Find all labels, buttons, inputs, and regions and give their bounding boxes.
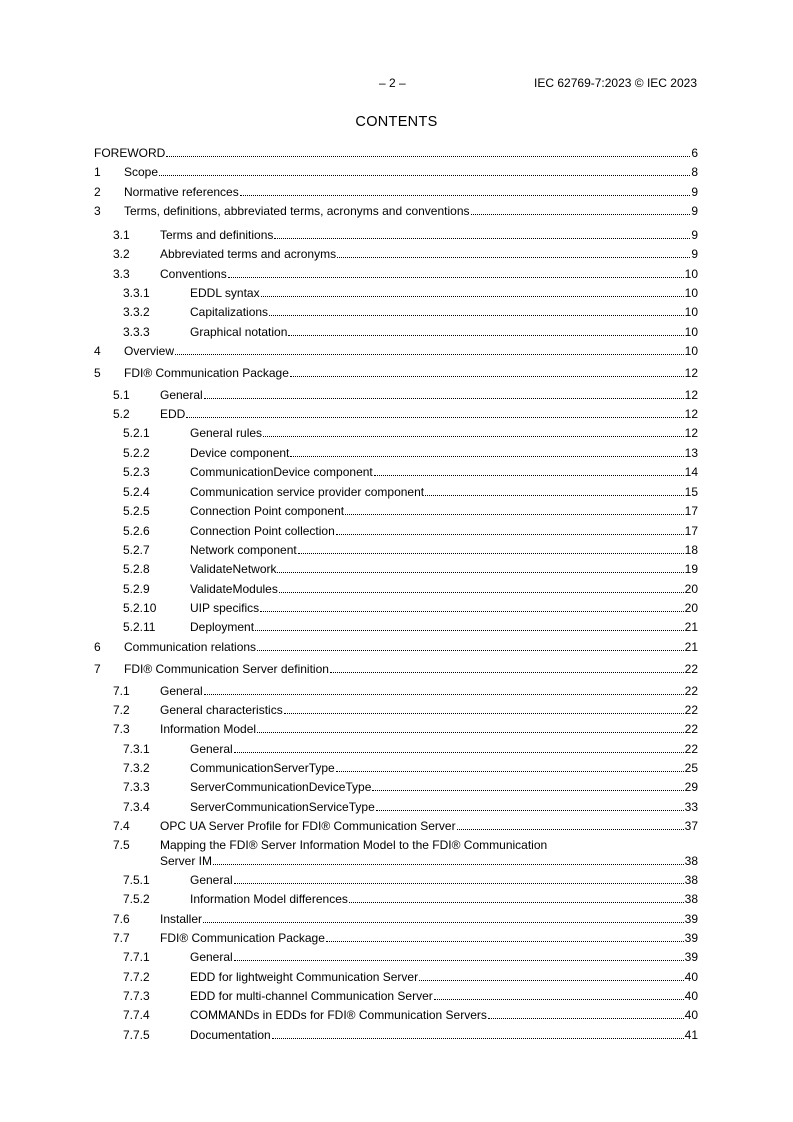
toc-entry-page: 40 [684, 989, 698, 1003]
toc-entry-number: 7.4 [113, 819, 130, 833]
toc-entry-number: 1 [94, 165, 101, 179]
toc-entry-title: General [190, 742, 233, 756]
toc-entry-title: Connection Point collection [190, 524, 335, 538]
toc-entry-line [124, 639, 698, 655]
toc-entry-page: 33 [684, 800, 698, 814]
toc-entry-title: FDI® Communication Server definition [124, 662, 329, 676]
toc-entry-number: 7.7.1 [123, 950, 150, 964]
toc-entry-title: Mapping the FDI® Server Information Model to the FDI® Communication [160, 838, 548, 852]
toc-leader-dots [374, 475, 684, 476]
toc-entry-number: 7.5.2 [123, 892, 150, 906]
toc-entry-title: General rules [190, 426, 263, 440]
toc-entry-line [160, 818, 698, 834]
toc-entry[interactable] [94, 246, 698, 262]
toc-leader-dots [228, 277, 684, 278]
toc-leader-dots [261, 296, 684, 297]
toc-entry-number: 6 [94, 640, 101, 654]
toc-entry-line [190, 600, 698, 616]
toc-entry-page: 9 [691, 204, 698, 218]
toc-entry[interactable] [94, 184, 698, 200]
toc-entry-page: 10 [684, 325, 698, 339]
toc-leader-dots [337, 257, 690, 258]
toc-entry[interactable] [94, 818, 698, 834]
toc-entry-line [190, 969, 698, 985]
toc-entry-line [124, 184, 698, 200]
toc-entry-page: 10 [684, 267, 698, 281]
toc-entry-page: 10 [684, 305, 698, 319]
toc-leader-dots [434, 999, 684, 1000]
toc-entry-page: 9 [691, 185, 698, 199]
toc-entry[interactable] [94, 343, 698, 359]
toc-entry-title: OPC UA Server Profile for FDI® Communication Server [160, 819, 456, 833]
toc-entry[interactable] [94, 227, 698, 243]
toc-entry-number: 5.2.6 [123, 524, 150, 538]
toc-entry-line [94, 145, 698, 161]
toc-entry[interactable] [94, 600, 698, 616]
toc-entry-line [190, 542, 698, 558]
toc-entry-page: 10 [684, 344, 698, 358]
toc-entry-line [160, 721, 698, 737]
toc-entry[interactable] [94, 949, 698, 965]
toc-entry-title: Terms, definitions, abbreviated terms, acronyms and conventions [124, 204, 470, 218]
toc-entry[interactable] [94, 285, 698, 301]
page-header [0, 76, 793, 92]
toc-entry-title: Installer [160, 912, 203, 926]
toc-entry[interactable] [94, 661, 698, 677]
toc-entry-number: 7.6 [113, 912, 130, 926]
toc-entry-number: 3.3.3 [123, 325, 150, 339]
toc-leader-dots [471, 214, 691, 215]
toc-entry-page: 12 [684, 426, 698, 440]
toc-entry[interactable] [94, 425, 698, 441]
toc-entry-number: 7.5 [113, 838, 130, 852]
toc-entry[interactable] [94, 683, 698, 699]
toc-entry-title: Terms and definitions [160, 228, 274, 242]
toc-entry-title: FDI® Communication Package [160, 931, 325, 945]
toc-entry-line [160, 387, 698, 403]
toc-entry-number: 5.2.3 [123, 465, 150, 479]
toc-entry-number: 5.2.11 [123, 620, 156, 634]
toc-entry-line [124, 164, 698, 180]
toc-entry-line [190, 1007, 698, 1023]
toc-entry[interactable] [94, 837, 698, 869]
toc-entry-title: EDD [160, 407, 186, 421]
toc-leader-dots [457, 829, 684, 830]
toc-entry-title: COMMANDs in EDDs for FDI® Communication Servers [190, 1008, 487, 1022]
toc-entry-number: 7.5.1 [123, 873, 150, 887]
toc-entry-line [124, 661, 698, 677]
toc-leader-dots [274, 238, 690, 239]
toc-entry[interactable] [94, 445, 698, 461]
toc-entry-number: 2 [94, 185, 101, 199]
toc-entry-number: 7.3.3 [123, 780, 150, 794]
page-number: – 2 – [379, 76, 406, 90]
toc-entry[interactable] [94, 561, 698, 577]
toc-entry-page: 37 [684, 819, 698, 833]
toc-entry-title: General [190, 873, 233, 887]
toc-entry-page: 19 [684, 562, 698, 576]
toc-entry[interactable] [94, 266, 698, 282]
toc-entry-line [190, 872, 698, 888]
toc-entry[interactable] [94, 503, 698, 519]
toc-entry[interactable] [94, 581, 698, 597]
toc-entry-page: 29 [684, 780, 698, 794]
toc-entry-title: Network component [190, 543, 297, 557]
toc-entry-page: 17 [684, 504, 698, 518]
toc-leader-dots [272, 1038, 684, 1039]
toc-entry-line [190, 891, 698, 907]
toc-leader-dots [345, 514, 684, 515]
toc-entry-page: 38 [684, 854, 698, 868]
toc-entry[interactable] [94, 1027, 698, 1043]
toc-entry-number: 5.2.1 [123, 426, 150, 440]
toc-entry-number: 5.2 [113, 407, 130, 421]
toc-leader-dots [255, 630, 684, 631]
toc-leader-dots [298, 553, 684, 554]
toc-entry-title: FDI® Communication Package [124, 366, 289, 380]
toc-entry-number: 7.7.5 [123, 1028, 150, 1042]
toc-entry-line [190, 523, 698, 539]
toc-entry-page: 22 [684, 722, 698, 736]
toc-entry-page: 10 [684, 286, 698, 300]
toc-entry-number: 7.1 [113, 684, 130, 698]
toc-entry[interactable] [94, 988, 698, 1004]
toc-entry-line [160, 266, 698, 282]
toc-entry-line [190, 1027, 698, 1043]
toc-entry-title: FOREWORD [94, 146, 166, 160]
toc-entry-line [190, 561, 698, 577]
toc-leader-dots [349, 902, 684, 903]
toc-entry-line [190, 425, 698, 441]
toc-entry-page: 9 [691, 247, 698, 261]
toc-entry-page: 12 [684, 388, 698, 402]
toc-entry-number: 5 [94, 366, 101, 380]
toc-leader-dots [279, 592, 684, 593]
toc-entry-line [190, 619, 698, 635]
toc-entry-number: 7.2 [113, 703, 130, 717]
toc-entry-page: 8 [691, 165, 698, 179]
toc-leader-dots [186, 417, 683, 418]
toc-leader-dots [336, 771, 684, 772]
toc-entry-title: General [160, 388, 203, 402]
toc-entry[interactable] [94, 304, 698, 320]
toc-entry-number: 7.7.4 [123, 1008, 150, 1022]
toc-entry-title: Communication relations [124, 640, 257, 654]
toc-leader-dots [372, 790, 683, 791]
toc-entry-number: 3.1 [113, 228, 130, 242]
toc-entry-line [190, 760, 698, 776]
toc-entry-title: ValidateModules [190, 582, 278, 596]
toc-leader-dots [204, 398, 684, 399]
toc-entry-number: 7.3.1 [123, 742, 150, 756]
toc-leader-dots [336, 534, 684, 535]
toc-entry-line [160, 227, 698, 243]
toc-entry-number: 5.2.4 [123, 485, 150, 499]
toc-entry-page: 25 [684, 761, 698, 775]
toc-entry[interactable] [94, 542, 698, 558]
toc-entry-title: Abbreviated terms and acronyms [160, 247, 337, 261]
toc-entry-title: EDD for multi-channel Communication Server [190, 989, 433, 1003]
toc-leader-dots [234, 960, 684, 961]
toc-leader-dots [419, 980, 684, 981]
toc-entry-title: Connection Point component [190, 504, 345, 518]
toc-entry-number: 5.1 [113, 388, 130, 402]
toc-entry[interactable] [94, 741, 698, 757]
toc-entry-page: 14 [684, 465, 698, 479]
toc-leader-dots [166, 156, 690, 157]
toc-entry-title: EDDL syntax [190, 286, 260, 300]
toc-entry-title: Scope [124, 165, 159, 179]
toc-entry-title: ValidateNetwork [190, 562, 277, 576]
toc-entry-page: 22 [684, 662, 698, 676]
toc-entry[interactable] [94, 799, 698, 815]
toc-entry[interactable] [94, 406, 698, 422]
toc-entry-line [160, 702, 698, 718]
toc-entry-page: 21 [684, 620, 698, 634]
toc-entry[interactable] [94, 969, 698, 985]
toc-entry-title: UIP specifics [190, 601, 260, 615]
toc-entry-title: General characteristics [160, 703, 283, 717]
toc-entry-title: Documentation [190, 1028, 271, 1042]
toc-entry-number: 5.2.5 [123, 504, 150, 518]
toc-entry-number: 7.7.2 [123, 970, 150, 984]
toc-entry-line [190, 484, 698, 500]
toc-entry-page: 38 [684, 892, 698, 906]
toc-entry-title: Deployment [190, 620, 255, 634]
toc-leader-dots [175, 354, 684, 355]
toc-entry-page: 41 [684, 1028, 698, 1042]
toc-entry-line [190, 285, 698, 301]
toc-entry-number: 3 [94, 204, 101, 218]
toc-entry[interactable] [94, 365, 698, 381]
toc-leader-dots [213, 864, 684, 865]
toc-entry-title: Information Model [160, 722, 257, 736]
toc-entry-page: 22 [684, 703, 698, 717]
toc-entry-page: 12 [684, 407, 698, 421]
toc-leader-dots [204, 694, 684, 695]
toc-entry-title: ServerCommunicationDeviceType [190, 780, 372, 794]
toc-entry-title: Communication service provider component [190, 485, 425, 499]
toc-entry-number: 7.3.2 [123, 761, 150, 775]
toc-entry-title: Device component [190, 446, 290, 460]
toc-entry[interactable] [94, 779, 698, 795]
toc-entry-number: 5.2.2 [123, 446, 150, 460]
toc-entry[interactable] [94, 145, 698, 161]
contents-title: CONTENTS [355, 114, 438, 130]
toc-entry[interactable] [94, 464, 698, 480]
toc-leader-dots [330, 672, 684, 673]
toc-leader-dots [234, 883, 684, 884]
toc-entry-title: General [190, 950, 233, 964]
toc-leader-dots [488, 1018, 684, 1019]
toc-entry-line [160, 837, 698, 869]
toc-entry-line [190, 799, 698, 815]
toc-leader-dots [240, 195, 691, 196]
toc-entry-line [190, 988, 698, 1004]
toc-entry-page: 39 [684, 931, 698, 945]
toc-entry-number: 3.3.2 [123, 305, 150, 319]
toc-entry-line [190, 949, 698, 965]
toc-entry-line [124, 365, 698, 381]
toc-entry-number: 3.3.1 [123, 286, 150, 300]
toc-entry-number: 5.2.10 [123, 601, 157, 615]
toc-entry-number: 5.2.9 [123, 582, 150, 596]
toc-entry[interactable] [94, 523, 698, 539]
toc-leader-dots [269, 315, 684, 316]
toc-entry-line [124, 343, 698, 359]
toc-entry-page: 12 [684, 366, 698, 380]
toc-leader-dots [263, 436, 684, 437]
toc-leader-dots [203, 922, 684, 923]
toc-entry-number: 4 [94, 344, 101, 358]
toc-entry-page: 15 [684, 485, 698, 499]
toc-entry[interactable] [94, 891, 698, 907]
toc-entry-page: 20 [684, 582, 698, 596]
toc-entry-number: 7.7.3 [123, 989, 150, 1003]
toc-entry-number: 7.3.4 [123, 800, 150, 814]
toc-entry-line [190, 445, 698, 461]
toc-leader-dots [234, 752, 684, 753]
toc-entry-line [160, 246, 698, 262]
toc-entry-title: EDD for lightweight Communication Server [190, 970, 419, 984]
toc-entry[interactable] [94, 702, 698, 718]
toc-leader-dots [425, 495, 684, 496]
toc-entry[interactable] [94, 872, 698, 888]
toc-entry[interactable] [94, 164, 698, 180]
toc-entry-line [190, 581, 698, 597]
toc-entry-line [160, 930, 698, 946]
toc-entry-title: General [160, 684, 203, 698]
toc-entry-line [190, 464, 698, 480]
toc-leader-dots [277, 572, 683, 573]
toc-entry-title: CommunicationServerType [190, 761, 335, 775]
toc-entry-page: 13 [684, 446, 698, 460]
toc-entry-page: 38 [684, 873, 698, 887]
toc-entry-line [160, 406, 698, 422]
toc-entry-number: 7 [94, 662, 101, 676]
toc-entry[interactable] [94, 1007, 698, 1023]
toc-entry[interactable] [94, 484, 698, 500]
toc-entry-line [190, 304, 698, 320]
toc-entry-page: 22 [684, 684, 698, 698]
toc-entry-page: 9 [691, 228, 698, 242]
toc-entry-title: Graphical notation [190, 325, 288, 339]
toc-entry-title: ServerCommunicationServiceType [190, 800, 375, 814]
toc-entry-number: 5.2.8 [123, 562, 150, 576]
toc-entry-line [190, 503, 698, 519]
toc-leader-dots [288, 335, 683, 336]
document-reference: IEC 62769-7:2023 © IEC 2023 [534, 76, 697, 90]
toc-entry-page: 18 [684, 543, 698, 557]
toc-entry-title: Normative references [124, 185, 239, 199]
toc-leader-dots [159, 175, 690, 176]
toc-entry-line [190, 741, 698, 757]
toc-entry-number: 3.2 [113, 247, 130, 261]
toc-entry-title: Capitalizations [190, 305, 269, 319]
toc-leader-dots [290, 376, 684, 377]
toc-entry[interactable] [94, 203, 698, 219]
toc-entry[interactable] [94, 387, 698, 403]
toc-entry-number: 5.2.7 [123, 543, 150, 557]
toc-entry[interactable] [94, 721, 698, 737]
toc-entry-page: 17 [684, 524, 698, 538]
toc-entry[interactable] [94, 760, 698, 776]
toc-entry[interactable] [94, 324, 698, 340]
toc-entry-title: Overview [124, 344, 175, 358]
toc-entry-title-continued: Server IM [160, 854, 213, 868]
toc-entry-line [190, 779, 698, 795]
toc-leader-dots [284, 713, 684, 714]
toc-entry[interactable] [94, 911, 698, 927]
toc-leader-dots [257, 650, 684, 651]
toc-entry-line [124, 203, 698, 219]
toc-entry-line [190, 324, 698, 340]
toc-entry-number: 7.7 [113, 931, 130, 945]
toc-entry-page: 21 [684, 640, 698, 654]
toc-entry[interactable] [94, 619, 698, 635]
toc-leader-dots [257, 732, 684, 733]
toc-entry-page: 20 [684, 601, 698, 615]
toc-entry-line [160, 911, 698, 927]
toc-entry-page: 22 [684, 742, 698, 756]
toc-entry-page: 40 [684, 970, 698, 984]
toc-entry-number: 3.3 [113, 267, 130, 281]
toc-entry-number: 7.3 [113, 722, 130, 736]
toc-entry-page: 39 [684, 912, 698, 926]
toc-entry-title: Information Model differences [190, 892, 348, 906]
toc-entry[interactable] [94, 639, 698, 655]
toc-entry-title: Conventions [160, 267, 227, 281]
toc-entry-title: CommunicationDevice component [190, 465, 373, 479]
toc-leader-dots [260, 611, 684, 612]
toc-leader-dots [376, 810, 684, 811]
toc-leader-dots [326, 941, 684, 942]
toc-entry-line [160, 683, 698, 699]
toc-leader-dots [290, 456, 683, 457]
toc-entry-page: 39 [684, 950, 698, 964]
toc-entry-page: 40 [684, 1008, 698, 1022]
toc-entry[interactable] [94, 930, 698, 946]
toc-entry-page: 6 [691, 146, 698, 160]
